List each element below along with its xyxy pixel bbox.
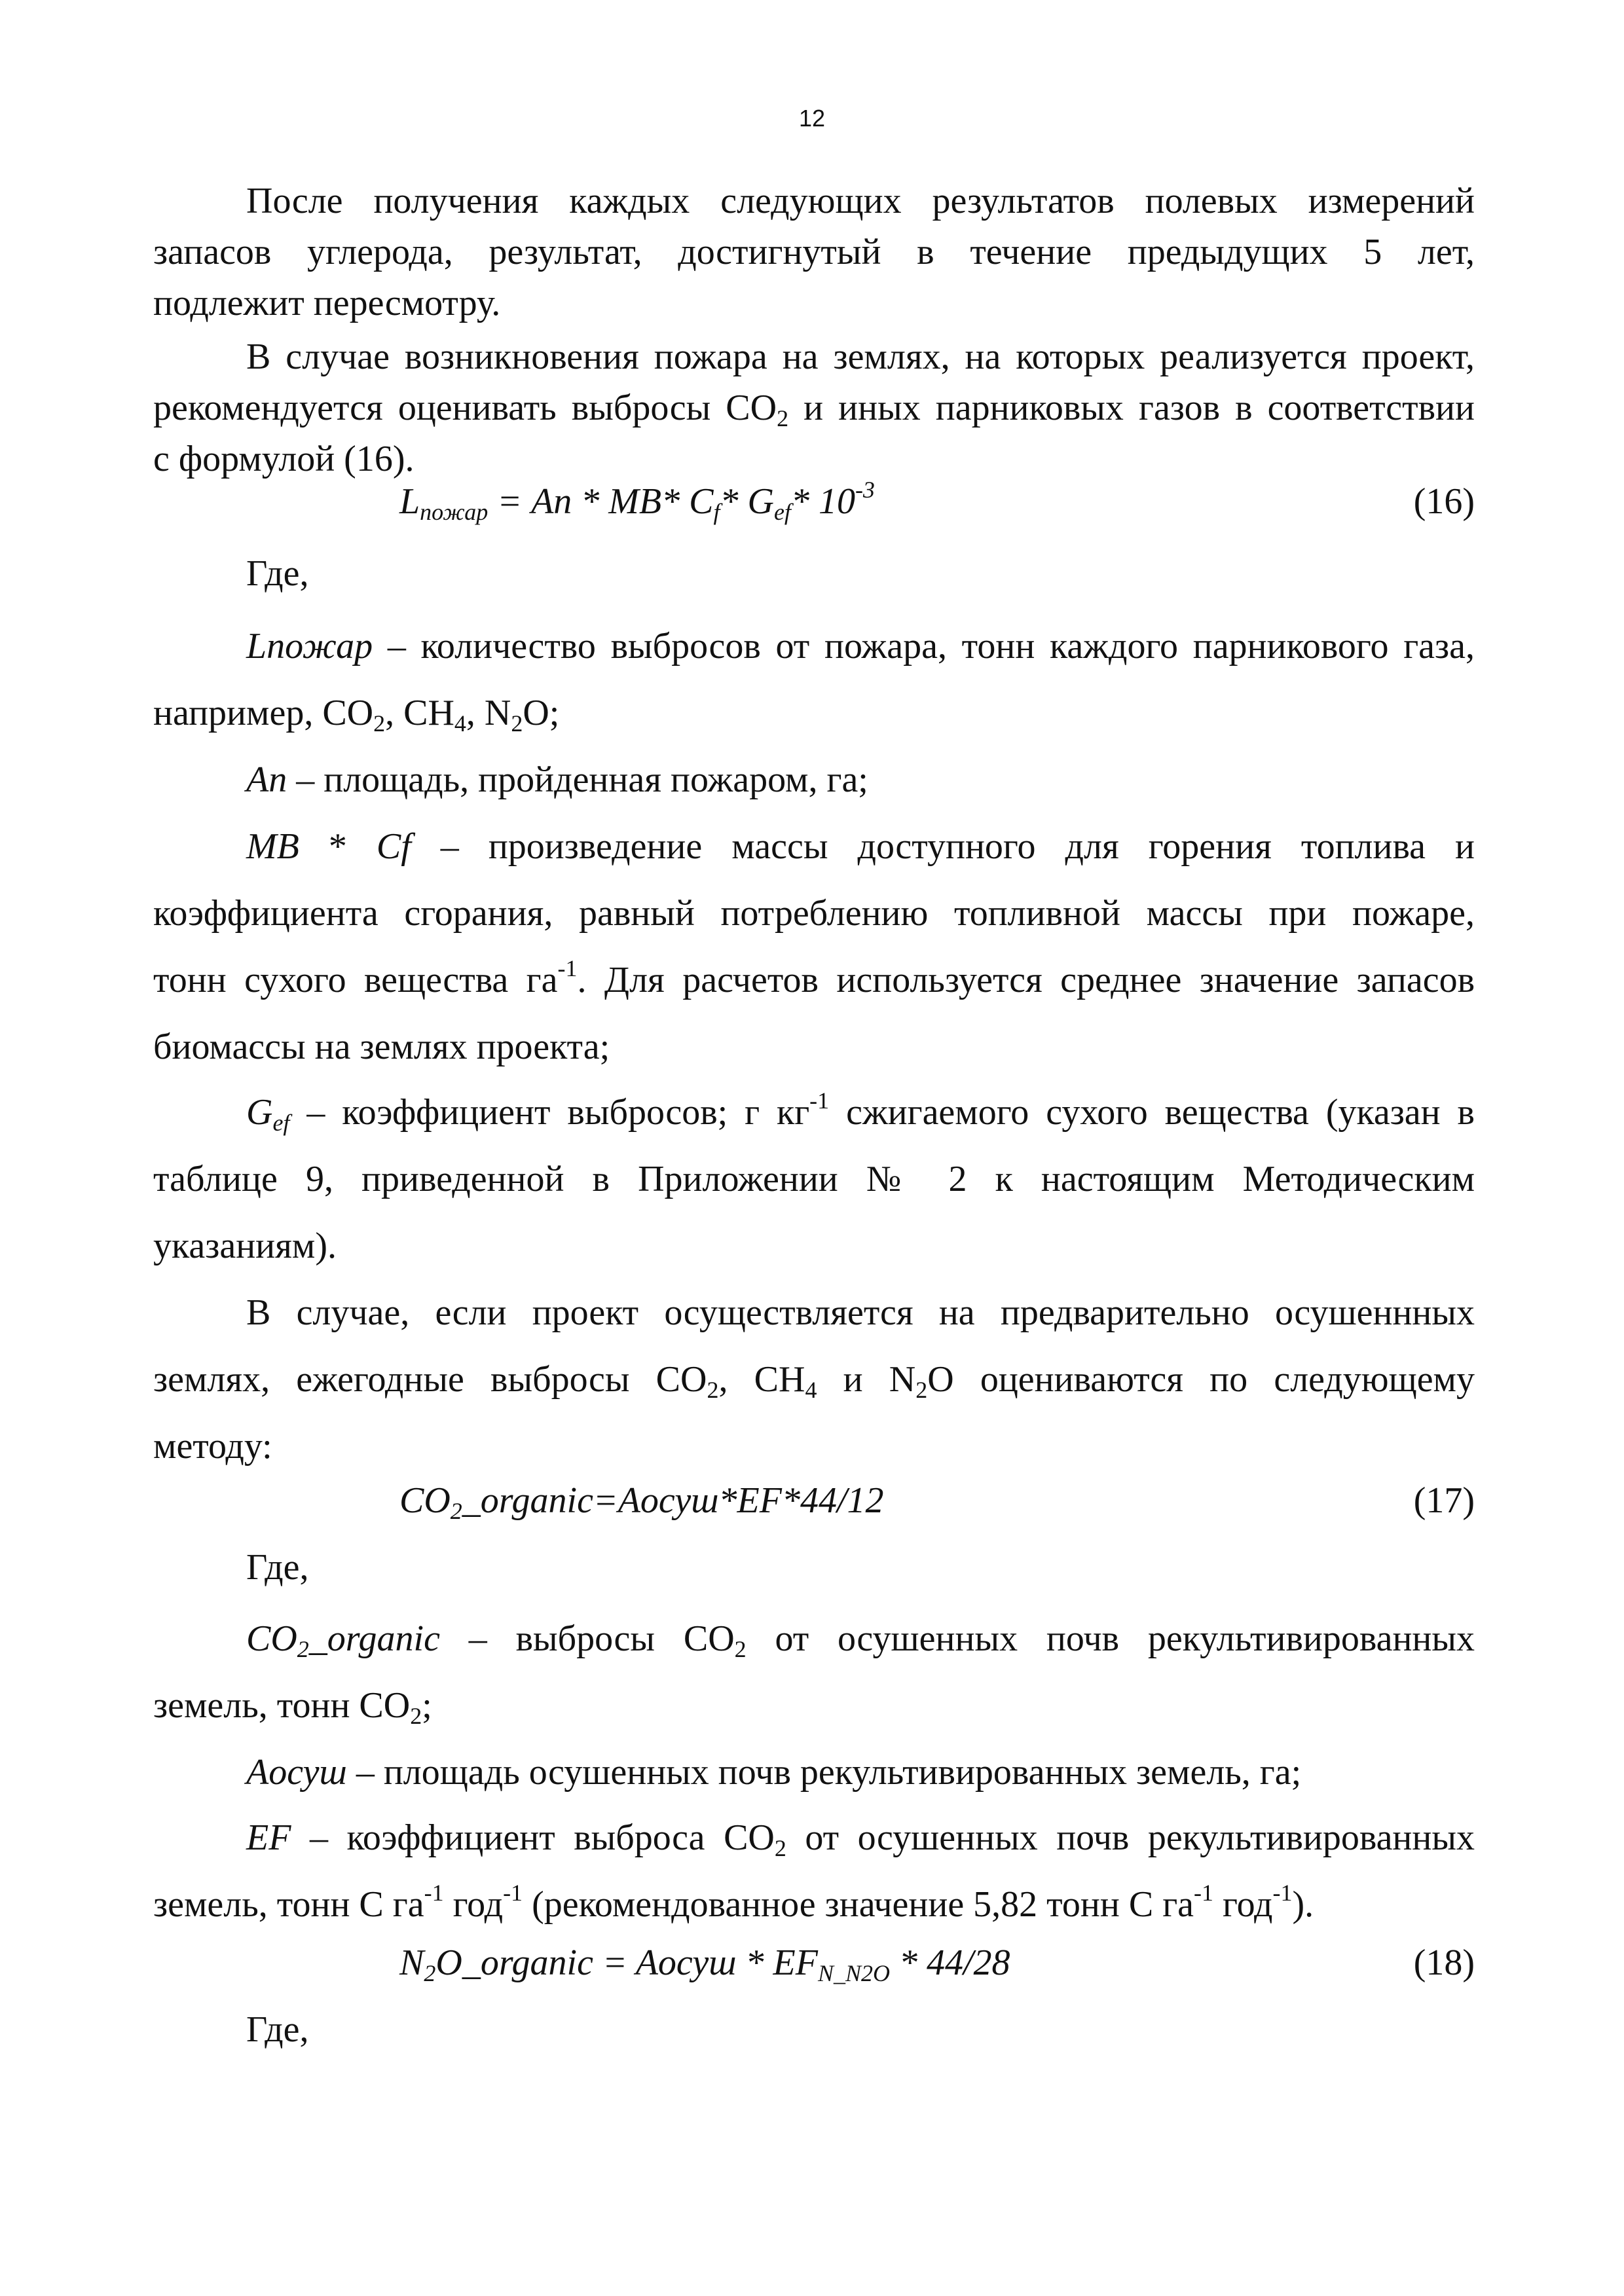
paragraph-3: В случае, если проект осуществляется на предварительно осушеннных землях, ежегодные выбросы $CO_2$, $CH_4$ и $N_2O$ оцениваются по следующему методу:	[153, 1292, 1475, 1467]
def-gef: $G_{ef}$ – коэффициент выбросов; г $кг^{-1}$ сжигаемого сухого вещества (указан в таблице 9, приведенной в Приложении № 2 к настоящим Методическим указаниям).	[153, 1087, 1475, 1266]
def-co2-organic: $CO_2\_organic$ – выбросы $CO_2$ от осушенных почв рекультивированных земель, тонн $CO_2$;	[153, 1618, 1475, 1729]
p2-line-1: В случае возникновения пожара на землях, на которых реализуется проект,	[246, 337, 1475, 377]
p1-line-1: После получения каждых следующих результатов полевых измерений	[246, 181, 1475, 221]
where-label-3: Где,	[246, 2009, 309, 2050]
paragraph-2: В случае возникновения пожара на землях, на которых реализуется проект, рекомендуется оценивать выбросы $CO_2$ и иных парниковых газов в соответствии с формулой (16).	[153, 337, 1475, 479]
def-an: An – площадь, пройденная пожаром, га;	[246, 759, 868, 800]
p1-line-2: запасов углерода, результат, достигнутый в течение предыдущих 5 лет,	[153, 232, 1475, 272]
equation-18-number: (18)	[1413, 1942, 1475, 1983]
equation-17: $CO_2\_organic=Aосуш*EF*44/12$ (17)	[399, 1480, 1475, 1524]
where-label-2: Где,	[246, 1547, 309, 1588]
equation-17-number: (17)	[1413, 1480, 1475, 1521]
equation-16-number: (16)	[1413, 481, 1475, 522]
equation-16: $L_{пожар} = An * MB*$ $C_f*$ $G_{ef}*$ $10^{-3}$ (16)	[399, 477, 1475, 525]
def-aosush: Aосуш – площадь осушенных почв рекультивированных земель, га;	[246, 1752, 1302, 1793]
equation-18: $N_2O\_organic$ = Aосуш * $EF_{N\_N2O} * 44/28$ (18)	[399, 1942, 1475, 1986]
def-lpozhar: Lпожар – количество выбросов от пожара, тонн каждого парникового газа, например, $CO_2$, $CH_4$, $N_2O$;	[153, 626, 1475, 737]
page-number: 12	[798, 105, 826, 132]
def-mb-cf: MB * Cf – произведение массы доступного для горения топлива и коэффициента сгорания, равный потреблению топливной массы при пожаре, тонн сухого вещества $га^{-1}$. Для расчетов используется среднее значение запасов биомассы на землях проекта;	[153, 826, 1475, 1067]
p1-line-3: подлежит пересмотру.	[153, 283, 501, 323]
where-label-1: Где,	[246, 553, 309, 594]
def-ef: EF – коэффициент выброса $CO_2$ от осушенных почв рекультивированных земель, тонн С $га^{-1}$ год$^{-1}$ (рекомендованное значение 5,82 тонн С $га^{-1}$ год$^{-1}$).	[153, 1817, 1475, 1925]
p2-line-3: с формулой (16).	[153, 439, 415, 479]
formula-block	[153, 0, 1475, 2296]
